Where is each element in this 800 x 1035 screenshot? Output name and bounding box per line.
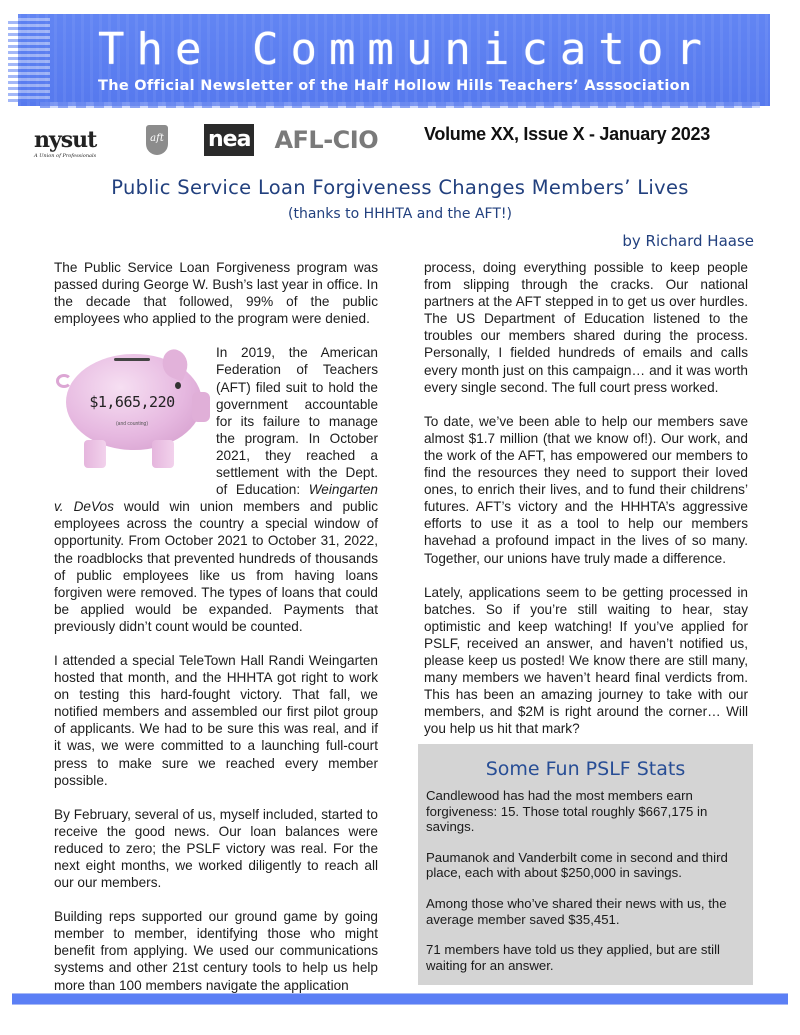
paragraph: To date, we’ve been able to help our members save almost $1.7 million (that we know of!). Our work, and the work of the AFT, has empowered our members to find the resources they need to support their loved ones, to enrich their lives, and to fund their childrens’ futures. AFT’s victory and the HHHTA’s aggressive efforts to use it as a tool to help our members havehad a profound impact in the lives of so many. Together, our unions have truly made a difference. [424, 413, 748, 566]
piggy-snout-icon [192, 392, 210, 422]
paragraph: I attended a special TeleTown Hall Randi Weingarten hosted that month, and the HHHTA got right to work on testing this hard-fought victory. That fall, we notified members and assembled our first pilot group of applicants. We had to be sure this was real, and if it was, we were committed to a launching full-court press to make sure we reached every member possible. [54, 652, 378, 788]
coin-slot-icon [114, 358, 150, 361]
nysut-tagline: A Union of Professionals [34, 153, 97, 159]
article-right-column [424, 259, 748, 737]
paragraph: process, doing everything possible to keep people from slipping through the cracks. Our national partners at the AFT stepped in to get us over hurdles. The US Department of Education listened to the troubles our members shared during the process. Personally, I fielded hundreds of emails and calls every month just on this campaign… and it was worth every single second. The full court press worked. [424, 260, 748, 395]
stat-item: Among those who’ve shared their news with us, the average member saved $35,451. [426, 895, 727, 927]
piggy-leg-icon [84, 440, 106, 468]
afl-cio-logo: AFL-CIO [274, 126, 379, 154]
nysut-logo-text: nysut [34, 127, 97, 153]
footer-bar [12, 993, 788, 1005]
paragraph-text: would win union members and public employees across the country a special window of opportunity. From October 2021 to October 31, 2022, the roadblocks that prevented hundreds of thousands of public employees like us from having loans forgiven were removed. The types of loans that could be applied would be expanded. Payments that previously didn’t count would be counted. [54, 499, 379, 634]
stat-item: Candlewood has had the most members earn forgiveness: 15. Those total roughly $667,175 in savings. [426, 788, 708, 835]
article-byline: by Richard Haase [622, 232, 754, 250]
savings-note: (and counting) [116, 421, 148, 428]
piggy-leg-icon [152, 440, 174, 468]
article-subheadline: (thanks to HHHTA and the AFT!) [288, 206, 512, 222]
nysut-logo [34, 127, 118, 159]
union-logos [34, 122, 378, 158]
banner-brush-edge [40, 102, 760, 108]
stats-title: Some Fun PSLF Stats [485, 758, 686, 780]
stat-item: Paumanok and Vanderbilt come in second and third place, each with about $250,000 in savings. [426, 849, 728, 881]
case-name: Weingarten v. DeVos [54, 482, 378, 515]
issue-volume-line: Volume XX, Issue X - January 2023 [424, 124, 710, 144]
newsletter-subtitle: The Official Newsletter of the Half Hollow Hills Teachers’ Asssociation [98, 78, 691, 94]
stat-item: 71 members have told us they applied, but are still waiting for an answer. [426, 942, 720, 973]
paragraph: Building reps supported our ground game by going member to member, identifying those who might benefit from applying. We used our communications systems and other 21st century tools to help us help more than 100 members navigate the application [54, 909, 378, 993]
masthead-banner [18, 14, 770, 106]
paragraph [54, 344, 378, 635]
newsletter-title: The Communicator [98, 24, 714, 75]
article-left-column [54, 259, 378, 994]
paragraph-text: In 2019, the American Federation of Teachers (AFT) filed suit to hold the government accountable for its failure to manage the program. In October 2021, they reached a settlement with the Dept. of Education: [216, 345, 378, 498]
savings-amount: $1,665,220 [89, 393, 175, 412]
aft-shield-logo: aft [146, 125, 168, 155]
nea-logo: nea [204, 124, 254, 156]
paragraph: By February, several of us, myself included, started to receive the good news. Our loan balances were reduced to zero; the PSLF victory was real. For the next eight months, we worked diligently to reach all our our members. [54, 806, 378, 891]
piggy-bank-graphic [54, 344, 212, 484]
paragraph: Lately, applications seem to be getting processed in batches. So if you’re still waiting to hear, stay optimistic and keep watching! If you’ve applied for PSLF, received an answer, and haven’t notified us, please keep us posted! We know there are still many, many members we haven’t heard final verdicts from. This has been an amazing journey to take with our members, and $2M is right around the corner… Will you help us hit that mark? [424, 584, 748, 737]
pslf-stats-box [418, 744, 753, 985]
article-headline: Public Service Loan Forgiveness Changes Members’ Lives [111, 176, 689, 199]
paragraph: The Public Service Loan Forgiveness program was passed during George W. Bush’s last year in office. In the decade that followed, 99% of the public employees who applied to the program were denied. [54, 260, 378, 327]
